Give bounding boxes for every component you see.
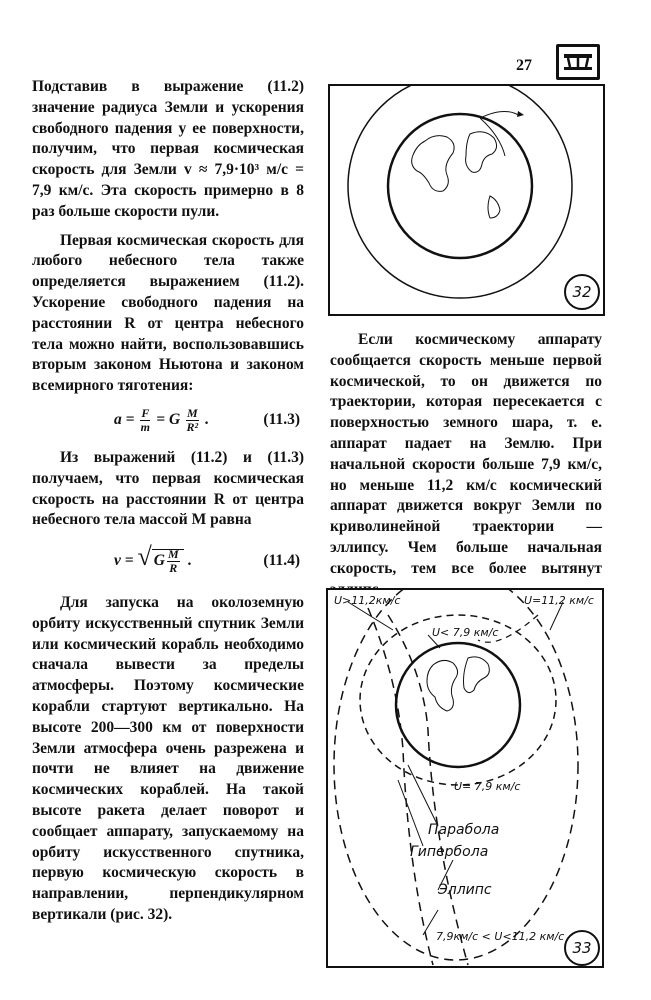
label-parabola: Парабола bbox=[428, 822, 500, 838]
label-circular-speed: U= 7,9 км/с bbox=[454, 780, 521, 793]
formula-label-11-3: (11.3) bbox=[263, 411, 300, 429]
figure-number-32: 32 bbox=[564, 274, 600, 310]
figure-33 bbox=[326, 588, 604, 968]
figure-32 bbox=[328, 84, 605, 316]
paragraph-from-expressions: Из выражений (11.2) и (11.3) получаем, что первая космическая скорость на расстоянии R от центра небесного тела массой M равна bbox=[32, 448, 304, 529]
formula-11-4: v = √ G $\frac{M}{R}$ . (11.4) bbox=[32, 547, 304, 575]
label-suborbital-speed: U< 7,9 км/с bbox=[432, 626, 499, 639]
formula-label-11-4: (11.4) bbox=[263, 551, 300, 569]
paragraph-any-body: Первая космическая скорость для любого небесного тела также определяется выражением (11.2). Ускорение свободного падения на расстоянии R от центра небесного тела можно найти, воспользовавшись вторым законом Ньютона и законом всемирного тяготения: bbox=[32, 231, 304, 395]
label-hyperbolic-speed: U>11,2км/с bbox=[334, 594, 401, 607]
left-column bbox=[32, 77, 304, 926]
paragraph-launch: Для запуска на околоземную орбиту искусственный спутник Земли или космический корабль необходимо сначала вывести за пределы атмосферы. Поэтому космические корабли стартуют вертикально. На высоте 200—300 км от поверхности Земли атмосфера очень разрежена и почти не влияет на движение космических кораблей. На такой высоте ракета делает поворот и сообщает аппарату, запускаемому на орбиту искусственного спутника, первую космическую скорость в направлении, перпендикулярном вертикали (рис. 32). bbox=[32, 594, 304, 924]
paragraph-first-cosmic-velocity: Подставив в выражение (11.2) значение радиуса Земли и ускорения свободного падения у ее поверхности, получим, что первая космическая скорость для Земли v ≈ 7,9·10³ м/с = 7,9 км/с. Эта скорость примерно в 8 раз больше скорости пули. bbox=[32, 78, 304, 220]
label-parabolic-speed: U=11,2 км/с bbox=[524, 594, 594, 607]
paragraph-trajectories: Если космическому аппарату сообщается скорость меньше первой космической, то он движется по траектории, которая пересекается с поверхностью земного шара, т. е. аппарат падает на Землю. При начальной скорости больше 7,9 км/с, но меньше 11,2 км/с космический аппарат движется вокруг Земли по криволинейной траектории — эллипсу. Чем больше начальная скорость, тем все более вытянут bbox=[330, 331, 602, 577]
label-elliptic-speed-range: 7,9км/с < U<11,2 км/с bbox=[436, 930, 565, 943]
label-ellipse: Эллипс bbox=[438, 882, 492, 898]
page-number: 27 bbox=[516, 57, 532, 74]
right-column bbox=[330, 330, 602, 600]
figure-number-33: 33 bbox=[564, 930, 600, 966]
label-hyperbola: Гипербола bbox=[410, 844, 489, 860]
book-logo-icon bbox=[556, 44, 600, 80]
formula-11-3: a = $\frac{F}{m}$ = G $\frac{M}{\text{R²}}$ . (11.3) bbox=[32, 407, 304, 434]
